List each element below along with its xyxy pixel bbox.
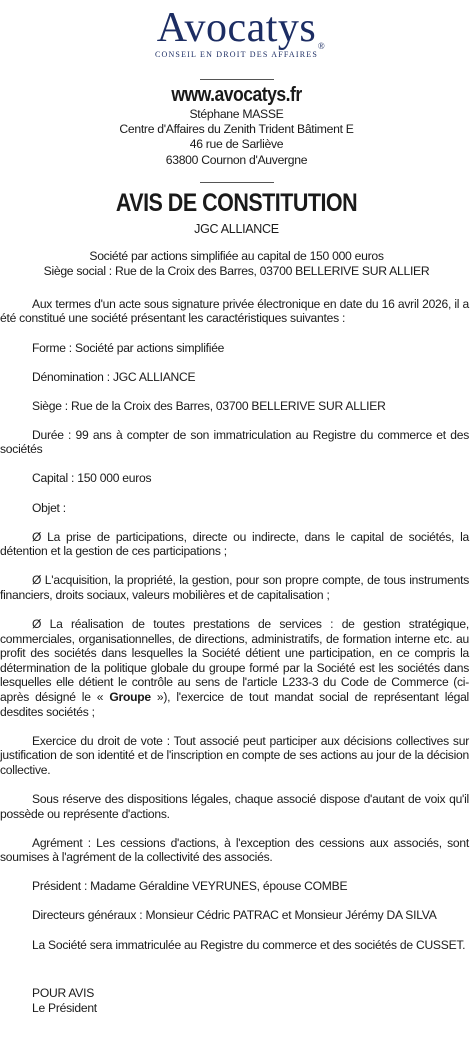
paragraph-president: Président : Madame Géraldine VEYRUNES, épouse COMBE — [32, 879, 348, 894]
company-name: JGC ALLIANCE — [194, 221, 279, 236]
object-3-text-a: Ø La réalisation de toutes prestations de services : de gestion stratégique, commerciales, organisationnelles, de directions, administratifs, de formation interne etc. au profit des sociétés dans lesquelles la Société détient une participation, en ce compris la détermination de la politique globale du groupe formé par la Société est les sociétés dans lesquelles elle détient le contrôle au sens de l'article L233-3 du Code de Commerce (ci-après désigné le « — [0, 617, 469, 704]
paragraph-registration: La Société sera immatriculée au Registre du commerce et des sociétés de CUSSET. — [32, 937, 466, 952]
divider — [200, 182, 274, 183]
paragraph-duration: Durée : 99 ans à compter de son immatriculation au Registre du commerce et des sociétés — [0, 427, 469, 457]
address-line: Centre d'Affaires du Zenith Trident Bâtiment E — [119, 122, 354, 137]
paragraph-capital: Capital : 150 000 euros — [32, 471, 152, 486]
object-3-text-b: »), l'exercice de tout mandat social de représentant légal desdites sociétés ; — [0, 690, 469, 719]
address-line: 63800 Cournon d'Auvergne — [165, 152, 308, 167]
signature-line: Le Président — [32, 1000, 97, 1015]
notice-body — [0, 297, 473, 952]
signature-line: POUR AVIS — [32, 986, 95, 1001]
paragraph-object-2: Ø L'acquisition, la propriété, la gestion, pour son propre compte, de tous instruments financiers, droits sociaux, valeurs mobilières et de capitalisation ; — [0, 573, 469, 602]
paragraph-object-1: Ø La prise de participations, directe ou indirecte, dans le capital de sociétés, la détention et la gestion de ces participations ; — [0, 529, 469, 559]
notice-title: AVIS DE CONSTITUTION — [115, 188, 358, 217]
signature-block — [32, 986, 473, 1015]
paragraph-approval: Agrément : Les cessions d'actions, à l'exception des cessions aux associés, sont soumises à l'agrément de la collectivité des associés. — [0, 835, 469, 865]
paragraph-votes: Sous réserve des dispositions légales, chaque associé dispose d'autant de voix qu'il possède ou représente d'actions. — [0, 791, 469, 821]
logo-wordmark: Avocatys — [156, 5, 317, 51]
paragraph-name: Dénomination : JGC ALLIANCE — [32, 369, 196, 384]
paragraph-seat: Siège : Rue de la Croix des Barres, 03700 BELLERIVE SUR ALLIER — [32, 398, 386, 413]
divider — [200, 79, 274, 80]
paragraph-voting: Exercice du droit de vote : Tout associé peut participer aux décisions collectives sur justification de son identité et de l'inscription en compte de ses actions au jour de la décision collective. — [0, 733, 469, 777]
paragraph-form: Forme : Société par actions simplifiée — [32, 340, 225, 355]
logo-tagline: CONSEIL EN DROIT DES AFFAIRES — [154, 50, 319, 59]
avocatys-logo — [0, 0, 473, 68]
address-line: Stéphane MASSE — [189, 107, 284, 121]
firm-address — [0, 107, 473, 168]
summary-line: Siège social : Rue de la Croix des Barres, 03700 BELLERIVE SUR ALLIER — [43, 263, 430, 278]
paragraph-directors: Directeurs généraux : Monsieur Cédric PATRAC et Monsieur Jérémy DA SILVA — [32, 908, 437, 923]
company-summary — [0, 249, 473, 279]
registered-mark: ® — [317, 41, 326, 51]
groupe-term: Groupe — [109, 690, 151, 704]
paragraph-object-3 — [0, 617, 469, 719]
paragraph-intro: Aux termes d'un acte sous signature privée électronique en date du 16 avril 2026, il a été constitué une société présentant les caractéristiques suivantes : — [0, 296, 469, 326]
summary-line: Société par actions simplifiée au capital de 150 000 euros — [89, 248, 384, 263]
website-link[interactable]: www.avocatys.fr — [171, 84, 302, 106]
address-line: 46 rue de Sarliève — [189, 137, 284, 152]
paragraph-object-heading: Objet : — [32, 500, 66, 515]
